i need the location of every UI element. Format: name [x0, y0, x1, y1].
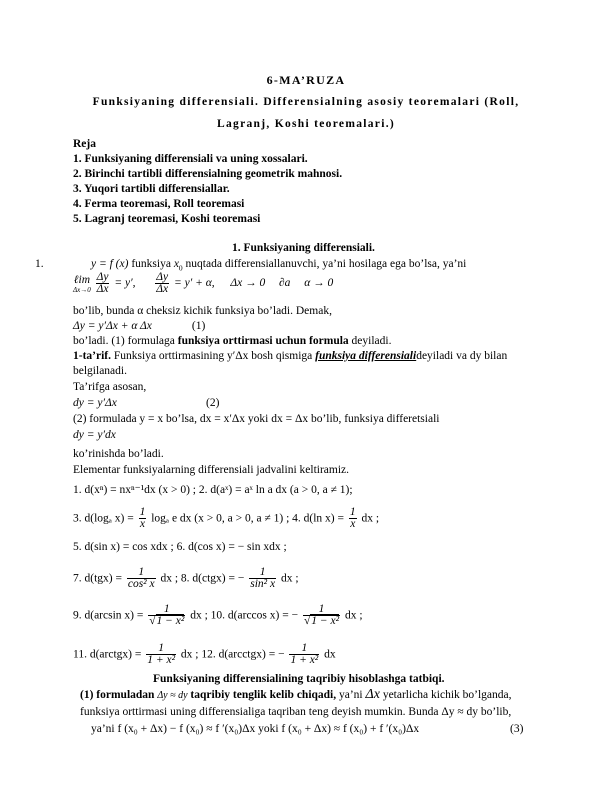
plan-heading: Reja	[73, 138, 96, 150]
plan-item: 1. Funksiyaning differensiali va uning xossalari.	[73, 153, 308, 165]
table-row: 3. d(logₐ x) = $\frac{1}{x}$ logₐ e dx (x > 0, a > 0, a ≠ 1) ; 4. d(ln x) = $\frac{1}{x}$ dx ;	[73, 506, 380, 530]
lecture-title: 6-MA’RUZA	[266, 73, 346, 87]
plan-item: 5. Lagranj teoremasi, Koshi teoremasi	[73, 213, 261, 225]
lecture-subtitle-line2: Lagranj, Koshi teoremalari.)	[217, 118, 395, 130]
plan-item: 3. Yuqori tartibli differensiallar.	[73, 183, 230, 195]
limit-formula: ℓim Δx→0 $\frac{\Delta y}{\Delta x}$ = y′, $\frac{\Delta y}{\Delta x}$ = y′ + α, Δx → 0 ∂a α → 0	[73, 271, 334, 295]
formula-2: dy = y′Δx	[73, 397, 117, 409]
section2-heading: Funksiyaning differensialining taqribiy hisoblashga tatbiqi.	[153, 673, 445, 685]
section1-heading: 1. Funksiyaning differensiali.	[232, 242, 375, 254]
formula-3-number: (3)	[510, 723, 524, 735]
paragraph: belgilanadi.	[73, 365, 127, 377]
definition: 1-ta’rif. Funksiya orttirmasining y′Δx bosh qismiga funksiya differensialideyiladi va dy bilan	[73, 350, 508, 362]
formula-1: Δy = y′Δx + α Δx (1)	[73, 320, 206, 332]
paragraph-definition-intro: y = f (x) funksiya $x_0$ nuqtada differensiallanuvchi, ya’ni hosilaga ega bo’lsa, ya’ni	[91, 258, 467, 273]
paragraph: ko’rinishda bo’ladi.	[73, 448, 164, 460]
table-row: 1. d(xⁿ) = nxⁿ⁻¹dx (x > 0) ; 2. d(aˣ) = aˣ ln a dx (a > 0, a ≠ 1);	[73, 484, 353, 496]
paragraph: bo’lib, bunda α cheksiz kichik funksiya bo’ladi. Demak,	[73, 305, 332, 317]
paragraph: bo’ladi. (1) formulaga funksiya orttirmasi uchun formula deyiladi.	[73, 335, 392, 347]
formula-3: dy = y′dx	[73, 429, 116, 441]
item-number: 1.	[35, 258, 44, 270]
table-row: 9. d(arcsin x) = $\frac{1}{\text{√1 − x²}}$ dx ; 10. d(arccos x) = − $\frac{1}{\text{√1 − x²}}$ dx ;	[73, 603, 363, 627]
plan-item: 2. Birinchi tartibli differensialning geometrik mahnosi.	[73, 168, 343, 180]
plan-item: 4. Ferma teoremasi, Roll teoremasi	[73, 198, 245, 210]
lecture-subtitle-line1: Funksiyaning differensiali. Differensialning asosiy teoremalari (Roll,	[92, 96, 520, 108]
paragraph: Elementar funksiyalarning differensiali jadvalini keltiramiz.	[73, 464, 350, 476]
table-row: 11. d(arctgx) = $\frac{1}{\text{1 + x²}}$ dx ; 12. d(arcctgx) = − $\frac{1}{\text{1 + x²}}$ dx	[73, 642, 336, 666]
table-row: 7. d(tgx) = $\frac{1}{\text{cos² x}}$ dx ; 8. d(ctgx) = − $\frac{1}{\text{sin² x}}$ dx ;	[73, 566, 299, 590]
paragraph: (2) formulada y = x bo’lsa, dx = x′Δx yoki dx = Δx bo’lib, funksiya differetsiali	[73, 413, 440, 425]
formula-3-text: ya’ni f (x₀ + Δx) − f (x₀) ≈ f ′(x₀)Δx yoki f (x₀ + Δx) ≈ f (x₀) + f ′(x₀)Δx	[91, 723, 420, 735]
paragraph: Ta’rifga asosan,	[73, 381, 147, 393]
paragraph: (1) formuladan Δy ≈ dy taqribiy tenglik kelib chiqadi, ya’ni Δx yetarlicha kichik bo’lganda,	[80, 687, 512, 702]
paragraph: funksiya orttirmasi uning differensialiga taqriban teng deyish mumkin. Bunda Δy ≈ dy bo’lib,	[80, 706, 512, 718]
table-row: 5. d(sin x) = cos xdx ; 6. d(cos x) = − sin xdx ;	[73, 541, 287, 553]
formula-2-number: (2)	[206, 397, 220, 409]
